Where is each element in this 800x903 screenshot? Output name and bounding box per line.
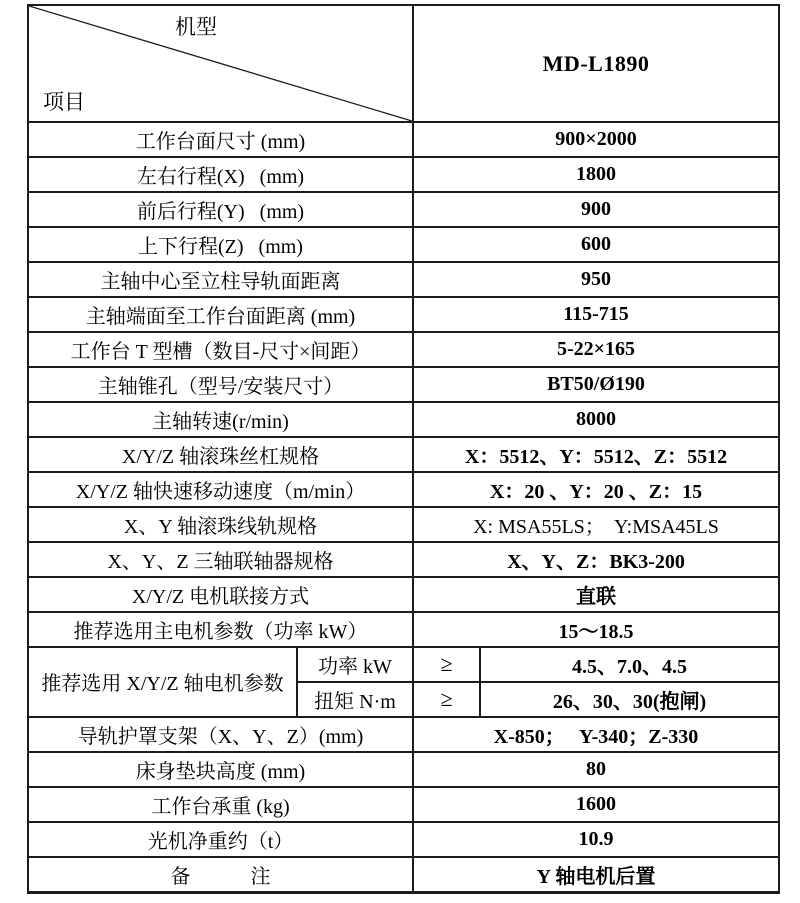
motor-params-label: 推荐选用 X/Y/Z 轴电机参数 — [28, 647, 297, 717]
table-row — [28, 402, 779, 437]
row-label: 推荐选用主电机参数（功率 kW） — [28, 612, 413, 647]
row-value: 15～18.5 — [413, 612, 779, 647]
table-row — [28, 332, 779, 367]
row-label: 左右行程(X) (mm) — [28, 157, 413, 192]
table-row — [28, 262, 779, 297]
table-row — [28, 122, 779, 157]
row-label: X、Y 轴滚珠线轨规格 — [28, 507, 413, 542]
motor-param-value: 26、30、30(抱闸) — [480, 682, 779, 717]
table-row — [28, 472, 779, 507]
gte-symbol: ≥ — [413, 647, 480, 682]
table-row — [28, 507, 779, 542]
row-label: 前后行程(Y) (mm) — [28, 192, 413, 227]
row-value: 10.9 — [413, 822, 779, 857]
table-row — [28, 542, 779, 577]
motor-param-name: 功率 kW — [297, 647, 413, 682]
row-value: 1800 — [413, 157, 779, 192]
table-row — [28, 577, 779, 612]
row-value: BT50/Ø190 — [413, 367, 779, 402]
row-label: 光机净重约（t） — [28, 822, 413, 857]
row-value: X-850； Y-340；Z-330 — [413, 717, 779, 752]
row-label: 主轴中心至立柱导轨面距离 — [28, 262, 413, 297]
row-value: 直联 — [413, 577, 779, 612]
row-value: X：20 、Y：20 、Z：15 — [413, 472, 779, 507]
row-value: 900×2000 — [413, 122, 779, 157]
row-label: 主轴锥孔（型号/安装尺寸） — [28, 367, 413, 402]
table-row — [28, 192, 779, 227]
table-row — [28, 717, 779, 752]
row-value: X：5512、Y：5512、Z：5512 — [413, 437, 779, 472]
remark-row — [28, 857, 779, 893]
row-value: 900 — [413, 192, 779, 227]
row-value: 600 — [413, 227, 779, 262]
model-name: MD-L1890 — [413, 5, 779, 122]
row-value: X: MSA55LS； Y:MSA45LS — [413, 507, 779, 542]
table-row — [28, 787, 779, 822]
row-label: 工作台 T 型槽（数目-尺寸×间距） — [28, 332, 413, 367]
diagonal-header-cell — [28, 5, 413, 122]
row-label: X/Y/Z 轴滚珠丝杠规格 — [28, 437, 413, 472]
motor-params-row-power — [28, 647, 779, 682]
table-row — [28, 612, 779, 647]
table-row — [28, 227, 779, 262]
table-row — [28, 157, 779, 192]
header-item-label: 项目 — [43, 90, 85, 114]
row-value: 5-22×165 — [413, 332, 779, 367]
row-label: 床身垫块高度 (mm) — [28, 752, 413, 787]
machine-spec-table — [27, 4, 780, 894]
row-label: 主轴转速(r/min) — [28, 402, 413, 437]
row-value: 1600 — [413, 787, 779, 822]
row-label: 上下行程(Z) (mm) — [28, 227, 413, 262]
header-machine-type-label: 机型 — [175, 15, 217, 39]
table-row — [28, 367, 779, 402]
row-value: Y 轴电机后置 — [413, 857, 779, 893]
row-label: 工作台承重 (kg) — [28, 787, 413, 822]
table-row — [28, 752, 779, 787]
row-label: X/Y/Z 轴快速移动速度（m/min） — [28, 472, 413, 507]
row-value: 115-715 — [413, 297, 779, 332]
row-label: 工作台面尺寸 (mm) — [28, 122, 413, 157]
row-label: 导轨护罩支架（X、Y、Z）(mm) — [28, 717, 413, 752]
table-row — [28, 437, 779, 472]
row-label: X、Y、Z 三轴联轴器规格 — [28, 542, 413, 577]
table-row — [28, 822, 779, 857]
row-label: 备 注 — [28, 857, 413, 893]
motor-param-name: 扭矩 N·m — [297, 682, 413, 717]
row-label: 主轴端面至工作台面距离 (mm) — [28, 297, 413, 332]
gte-symbol: ≥ — [413, 682, 480, 717]
header-row — [28, 5, 779, 122]
row-value: X、Y、Z：BK3-200 — [413, 542, 779, 577]
row-value: 80 — [413, 752, 779, 787]
row-value: 950 — [413, 262, 779, 297]
diagonal-divider-line — [29, 6, 412, 121]
row-value: 8000 — [413, 402, 779, 437]
motor-param-value: 4.5、7.0、4.5 — [480, 647, 779, 682]
table-row — [28, 297, 779, 332]
row-label: X/Y/Z 电机联接方式 — [28, 577, 413, 612]
